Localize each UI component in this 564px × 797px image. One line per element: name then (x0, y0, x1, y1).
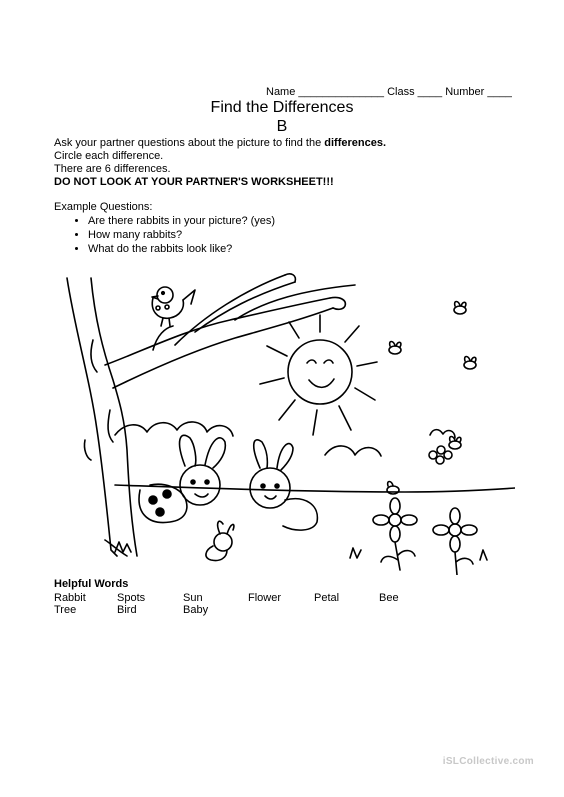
instruction-line-3: There are 6 differences. (54, 163, 171, 175)
flower-illustrations (373, 446, 477, 575)
instruction-line-2: Circle each difference. (54, 150, 164, 162)
example-questions (54, 200, 275, 256)
instruction-bold-word: differences. (324, 137, 387, 149)
bushes-illustration (115, 422, 515, 492)
bee-illustrations (387, 302, 476, 495)
helpful-word: Bee (379, 592, 399, 604)
name-class-number-line: Name ______________ Class ____ Number ____ (266, 86, 512, 98)
helpful-word: Petal (314, 592, 340, 604)
instruction-line-1 (54, 137, 386, 150)
rabbit-illustrations (139, 435, 317, 560)
helpful-word: Flower (248, 592, 282, 604)
helpful-words-section (54, 578, 439, 616)
instructions (54, 137, 386, 189)
coloring-scene-illustration (55, 260, 515, 575)
helpful-word: Tree (54, 604, 77, 616)
example-question: • Are there rabbits in your picture? (yes) (88, 214, 275, 228)
helpful-word: Spots (117, 592, 146, 604)
instruction-text: Ask your partner questions about the picture to find the (54, 137, 325, 149)
page-title: Find the Differences (210, 99, 354, 116)
example-question: • What do the rabbits look like? (88, 242, 275, 256)
helpful-word: Rabbit (54, 592, 86, 604)
grass-illustration (115, 542, 487, 560)
example-question: • How many rabbits? (88, 228, 275, 242)
example-questions-list (54, 214, 275, 256)
tree-illustration (67, 274, 355, 556)
helpful-word: Baby (183, 604, 209, 616)
watermark: iSLCollective.com (442, 756, 534, 767)
bird-illustration (152, 287, 195, 326)
sun-illustration (260, 315, 377, 435)
example-questions-heading: Example Questions: (54, 201, 153, 213)
helpful-word: Bird (117, 604, 137, 616)
helpful-words-title: Helpful Words (54, 578, 129, 590)
helpful-word: Sun (183, 592, 203, 604)
instruction-warning: DO NOT LOOK AT YOUR PARTNER'S WORKSHEET!!! (54, 176, 334, 188)
helpful-words-grid (54, 592, 439, 616)
worksheet-version: B (276, 118, 288, 135)
